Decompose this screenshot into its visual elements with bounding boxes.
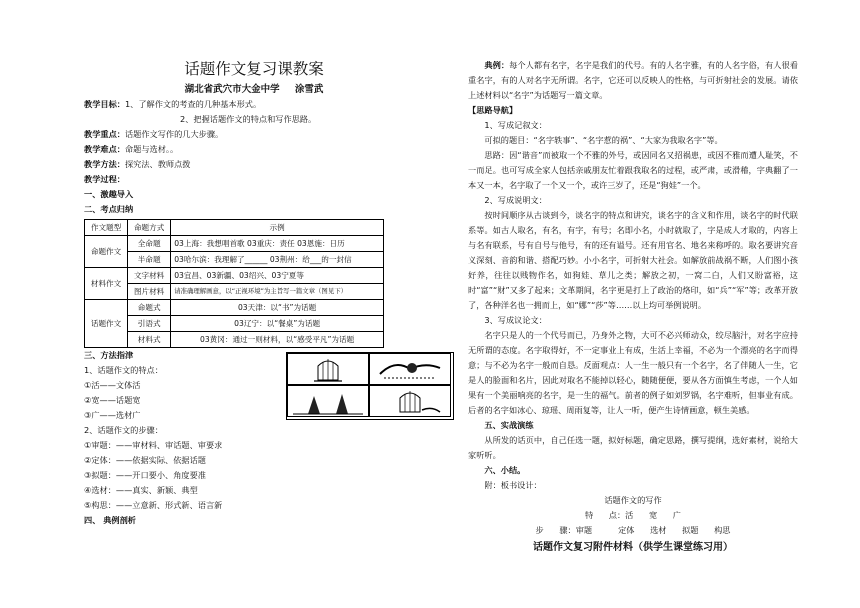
paragraph: 可拟的题目：“名字轶事”、“名字惹的祸”、“大家为我取名字”等。 <box>484 135 723 145</box>
section-1-heading: 一、激趣导入 <box>84 189 134 199</box>
list-item: ①审题：——审材料、审话题、审要求 <box>84 440 223 450</box>
table-cell: 引语式 <box>128 316 171 332</box>
list-item: ③广——选材广 <box>84 410 141 420</box>
table-row <box>85 236 384 252</box>
bird-icon <box>370 354 450 384</box>
example-paragraph: 典例：每个人都有名字，名字是我们的代号。有的人名字雅，有的人名字俗，有人很看重名字，有的人对名字无所谓。名字，它还可以反映人的性格，与可折射社会的发展。请依上述材料以“名字”为话题写一篇文章。 <box>468 60 798 100</box>
goal-line: 教学目标：1、了解作文的考查的几种基本形式。 <box>84 99 262 109</box>
table-cell: 图片材料 <box>128 284 171 300</box>
table-header-row <box>85 220 384 236</box>
list-item: ④选材：——真实、新颖、典型 <box>84 485 198 495</box>
table-cell: 半命题 <box>128 252 171 268</box>
board-row: 步 骤：审题 定体 选材 拟题 构思 <box>535 525 731 535</box>
table-cell: 03上海：我想唱首歌 03重庆：责任 03恩施：日历 <box>171 236 384 252</box>
difficulty-line: 教学难点：命题与选材。。 <box>84 144 179 154</box>
paragraph: 按时间顺序从古谈到今，谈名字的特点和讲究，谈名字的含义和作用，谈名字的时代联系等。如古人取名，有名，有字，有号；名即小名，小时就取了，字是成人才取的，内容上与名有联系，号有自号与他号，有的还有谥号。还有用官名、地名来称呼的。取名要讲究音义深刻、音韵和谐、搭配巧妙。小小名字，可折射大社会。如解放前战祸不断，人们图小孩好养，往往以贱物作名，如狗娃、草儿之类；解放之初，一窝二白，人们又盼富裕，这时“富”“财”又多了起来；文革期间，名字更是打上了政治的烙印，如“兵”“军”等；改革开放了，各种洋名也一拥而上，如“娜”“莎”等……以上均可举例说明。 <box>468 210 798 310</box>
table-row <box>85 332 384 348</box>
guide-heading: 【思路导航】 <box>468 105 518 115</box>
list-item: ②宽——话题宽 <box>84 395 141 405</box>
table-cell: 03黄冈：通过一则材料，以“感受平凡”为话题 <box>171 332 384 348</box>
list-item: ③拟题：——开口要小、角度要准 <box>84 470 206 480</box>
paragraph: 从所发的话页中，自己任选一题，拟好标题，确定思路，撰写提纲，选好素材，说给大家听听。 <box>468 435 798 460</box>
table-cell: 03宜昌、03新疆、03绍兴、03宁夏等 <box>171 268 384 284</box>
cartoon-panel <box>287 385 369 417</box>
author-name: 涂雪武 <box>294 84 324 95</box>
right-column <box>468 58 798 555</box>
list-item: ⑤构思：——立意新、形式新、语言新 <box>84 500 223 510</box>
board-label: 附：板书设计： <box>484 480 542 490</box>
board-row: 特 点：活 宽 广 <box>585 510 681 520</box>
exam-points-table <box>84 219 384 348</box>
birdcage-icon <box>370 386 450 416</box>
list-item: 1、话题作文的特点： <box>84 365 163 375</box>
table-header: 示例 <box>171 220 384 236</box>
tree-icon <box>288 386 368 416</box>
section-2-heading: 二、考点归纳 <box>84 204 134 214</box>
cartoon-panel <box>369 385 451 417</box>
table-cell: 文字材料 <box>128 268 171 284</box>
table-cell: 全命题 <box>128 236 171 252</box>
key-line: 教学重点：话题作文写作的几大步骤。 <box>84 129 224 139</box>
table-header: 作文题型 <box>85 220 128 236</box>
process-label: 教学过程： <box>84 174 125 184</box>
list-item: ②定体：——依据实际、依据话题 <box>84 455 206 465</box>
method-line: 教学方法：探究法、教师点拨 <box>84 159 191 169</box>
table-group-cell: 命题作文 <box>85 236 128 268</box>
paragraph: 名字只是人的一个代号而已，乃身外之物，大可不必兴师动众，绞尽脑汁，对名字应持无所谓的态度。名字取得好，不一定事业上有成，生活上幸福，不必为一个漂亮的名字而得意；与不必为名字一般而自恳。反面观点：人一生一般只有一个名字，名了伴随人一生，它是人的脸面和名片，因此对取名不能掉以轻心，随随便便，要从各方面慎生考虑，一个人如果有一个美丽响亮的名字，是一生的福气。前者的例子如刘罗锅，名字难听，但事业有成。后者的名字如冰心、琼瑶、周雨复等，让人一听，便产生诗情画意，顿生美感。 <box>468 330 798 415</box>
section-3-heading: 三、方法指津 <box>84 350 134 360</box>
birdcage-icon <box>288 354 368 384</box>
methods-section <box>84 348 424 528</box>
section-6-heading: 六、小结。 <box>484 465 526 475</box>
subheading: 1、写成记叙文： <box>484 120 547 130</box>
subheading: 3、写成议论文： <box>484 315 547 325</box>
list-item: ①活——文体活 <box>84 380 141 390</box>
table-group-cell: 材料作文 <box>85 268 128 300</box>
table-group-cell: 话题作文 <box>85 300 128 348</box>
left-column <box>84 0 424 528</box>
table-cell: 请准确理解画意，以“正视环境”为主旨写一篇文章（图见下） <box>171 284 384 300</box>
appendix-title: 话题作文复习附件材料（供学生课堂练习用） <box>533 542 733 553</box>
table-cell: 03辽宁：以“餐桌”为话题 <box>171 316 384 332</box>
doc-title: 话题作文复习课教案 <box>184 60 324 78</box>
table-row <box>85 268 384 284</box>
list-item: 2、话题作文的步骤： <box>84 425 163 435</box>
section-4-heading: 四、 典例剖析 <box>84 515 136 525</box>
cartoon-illustration <box>286 352 454 420</box>
section-5-heading: 五、实战演练 <box>484 420 534 430</box>
cartoon-panel <box>369 353 451 385</box>
table-row <box>85 284 384 300</box>
cartoon-panel <box>287 353 369 385</box>
author-school: 湖北省武穴市大金中学 <box>184 84 280 95</box>
paragraph: 思路：因“谐音”而被取一个不雅的外号，或因同名又招祸患，或因不雅而遭人耻笑，不一而足。也可写成全家人包括亲戚朋友忙着跟我取名的过程，或严肃，或滑稽，字典翻了一本又一本，名字取了一个又一个，或许三岁了，还是“狗娃”一个。 <box>468 150 798 190</box>
table-row <box>85 316 384 332</box>
goal-line-2: 2、把握话题作文的特点和写作思路。 <box>180 114 317 124</box>
table-row <box>85 252 384 268</box>
table-header: 命题方式 <box>128 220 171 236</box>
table-row <box>85 300 384 316</box>
subheading: 2、写成说明文： <box>484 195 547 205</box>
table-cell: 03哈尔滨：我理解了______ 03荆州：给___的一封信 <box>171 252 384 268</box>
table-cell: 命题式 <box>128 300 171 316</box>
author-line <box>84 82 424 97</box>
board-title: 话题作文的写作 <box>604 495 662 505</box>
table-cell: 材料式 <box>128 332 171 348</box>
table-cell: 03天津：以“书”为话题 <box>171 300 384 316</box>
